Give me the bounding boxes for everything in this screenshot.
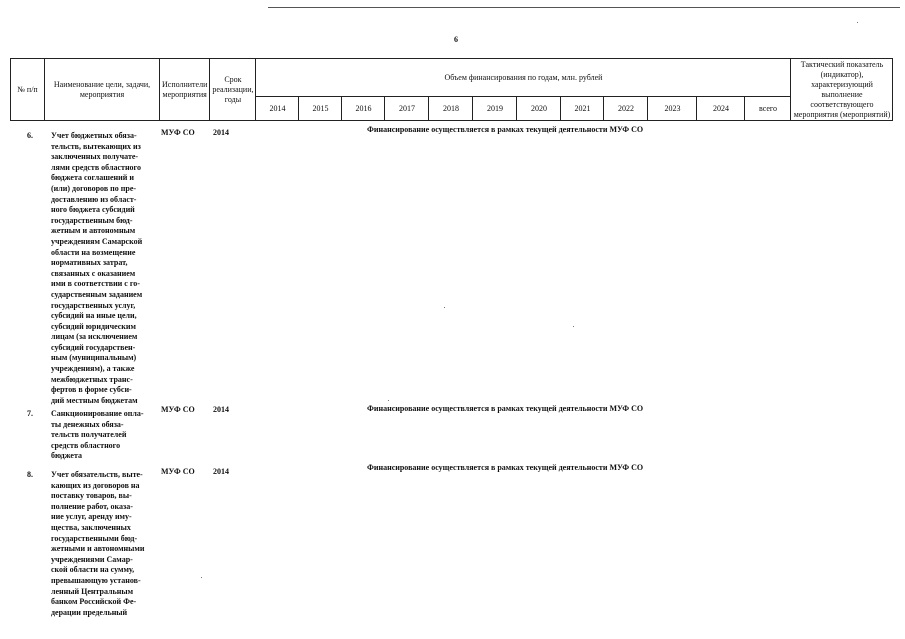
row-title-line: связанных с оказанием (51, 268, 136, 278)
header-name: Наименование цели, задачи, мероприятия (45, 59, 160, 121)
row-title-line: превышающую установ- (51, 575, 141, 585)
scan-speck (388, 400, 389, 401)
row-title-line: кающих из договоров на (51, 480, 140, 490)
row-term: 2014 (213, 128, 229, 137)
row-term: 2014 (213, 467, 229, 476)
header-num: № п/п (11, 59, 45, 121)
row-title-line: субсидий государствен- (51, 342, 136, 352)
row-title-line: государственных услуг, (51, 300, 136, 310)
row-title-line: жетным и автономным (51, 226, 136, 236)
row-title-line: доставлению из област- (51, 194, 137, 204)
header-year: 2024 (697, 97, 745, 121)
row-title-line: щества, заключенных (51, 522, 131, 532)
row-title-line: Санкционирование опла- (51, 409, 144, 418)
row-title-line: межбюджетных транс- (51, 374, 133, 384)
row-title-line: ты денежных обяза- (51, 419, 124, 429)
row-title-line: сударственным заданием (51, 289, 143, 299)
row-title-line: государственным бюд- (51, 215, 133, 225)
row-title (51, 131, 159, 406)
row-title-line: Учет обязательств, выте- (51, 470, 143, 479)
row-title-line: лицам (за исключением (51, 332, 138, 342)
row-title-line: средств областного (51, 440, 121, 450)
row-title-line: учреждениям), а также (51, 364, 135, 374)
row-executor: МУФ СО (161, 467, 195, 476)
page-number: 6 (454, 35, 458, 44)
row-title-line: учреждениями Самар- (51, 554, 133, 564)
row-title-line: бюджета (51, 451, 82, 461)
scan-speck (573, 326, 574, 327)
row-title-line: ленный Центральным (51, 586, 134, 596)
header-year: 2019 (473, 97, 517, 121)
header-year: 2015 (299, 97, 342, 121)
row-title-line: ние услуг, аренду иму- (51, 512, 132, 522)
row-title-line: жетными и автономными (51, 544, 145, 554)
top-rule (268, 7, 900, 8)
row-title-line: ими в соответствии с го- (51, 279, 140, 289)
row-title-line: государственными бюд- (51, 533, 138, 543)
row-financing-note: Финансирование осуществляется в рамках текущей деятельности МУФ СО (367, 125, 644, 134)
row-title-line: субсидий на иные цели, (51, 311, 137, 321)
header-year: 2020 (517, 97, 561, 121)
scan-speck (444, 307, 445, 308)
row-title-line: ской области на сумму, (51, 565, 135, 575)
row-title-line: области на возмещение (51, 247, 136, 257)
header-term: Срок реализации, годы (210, 59, 256, 121)
row-financing-note: Финансирование осуществляется в рамках текущей деятельности МУФ СО (367, 463, 644, 472)
header-total: всего (745, 97, 791, 121)
row-title-line: Учет бюджетных обяза- (51, 131, 137, 140)
row-title-line: лями средств областного (51, 162, 141, 172)
header-year: 2018 (429, 97, 473, 121)
row-title (51, 470, 159, 618)
row-title-line: нормативных затрат, (51, 258, 128, 268)
row-title-line: бюджета соглашений и (51, 173, 134, 183)
row-title-line: ным (муниципальным) (51, 353, 137, 363)
row-title-line: тельств получателей (51, 430, 127, 440)
row-number: 6. (27, 131, 33, 140)
row-title-line: субсидий юридическим (51, 321, 136, 331)
header-year: 2023 (648, 97, 697, 121)
header-year: 2014 (256, 97, 299, 121)
row-title-line: заключенных получате- (51, 152, 139, 162)
row-title (51, 409, 159, 462)
row-title-line: банком Российской Фе- (51, 597, 137, 607)
row-title-line: (или) договоров по пре- (51, 183, 137, 193)
row-title-line: ного бюджета субсидий (51, 205, 135, 215)
header-indicator: Тактический показатель (индикатор), характеризующий выполнение соответствующего мероприятия (мероприятий) (791, 59, 893, 121)
row-financing-note: Финансирование осуществляется в рамках текущей деятельности МУФ СО (367, 404, 644, 413)
row-title-line: учреждениям Самарской (51, 236, 143, 246)
table-header (10, 58, 893, 121)
row-executor: МУФ СО (161, 405, 195, 414)
row-title-line: дий местным бюджетам (51, 395, 138, 405)
row-title-line: фертов в форме субси- (51, 385, 132, 395)
row-title-line: тельств, вытекающих из (51, 141, 141, 151)
header-year: 2021 (561, 97, 604, 121)
row-title-line: полнение работ, оказа- (51, 501, 133, 511)
header-year: 2017 (385, 97, 429, 121)
header-year: 2022 (604, 97, 648, 121)
row-number: 7. (27, 409, 33, 418)
header-year: 2016 (342, 97, 385, 121)
scan-speck (857, 22, 858, 23)
scan-speck (201, 577, 202, 578)
header-financing: Объем финансирования по годам, млн. рублей (256, 59, 791, 97)
row-number: 8. (27, 470, 33, 479)
row-title-line: дерации предельный (51, 607, 128, 617)
row-executor: МУФ СО (161, 128, 195, 137)
row-term: 2014 (213, 405, 229, 414)
row-title-line: поставку товаров, вы- (51, 491, 132, 501)
header-executor: Исполнители мероприятия (160, 59, 210, 121)
